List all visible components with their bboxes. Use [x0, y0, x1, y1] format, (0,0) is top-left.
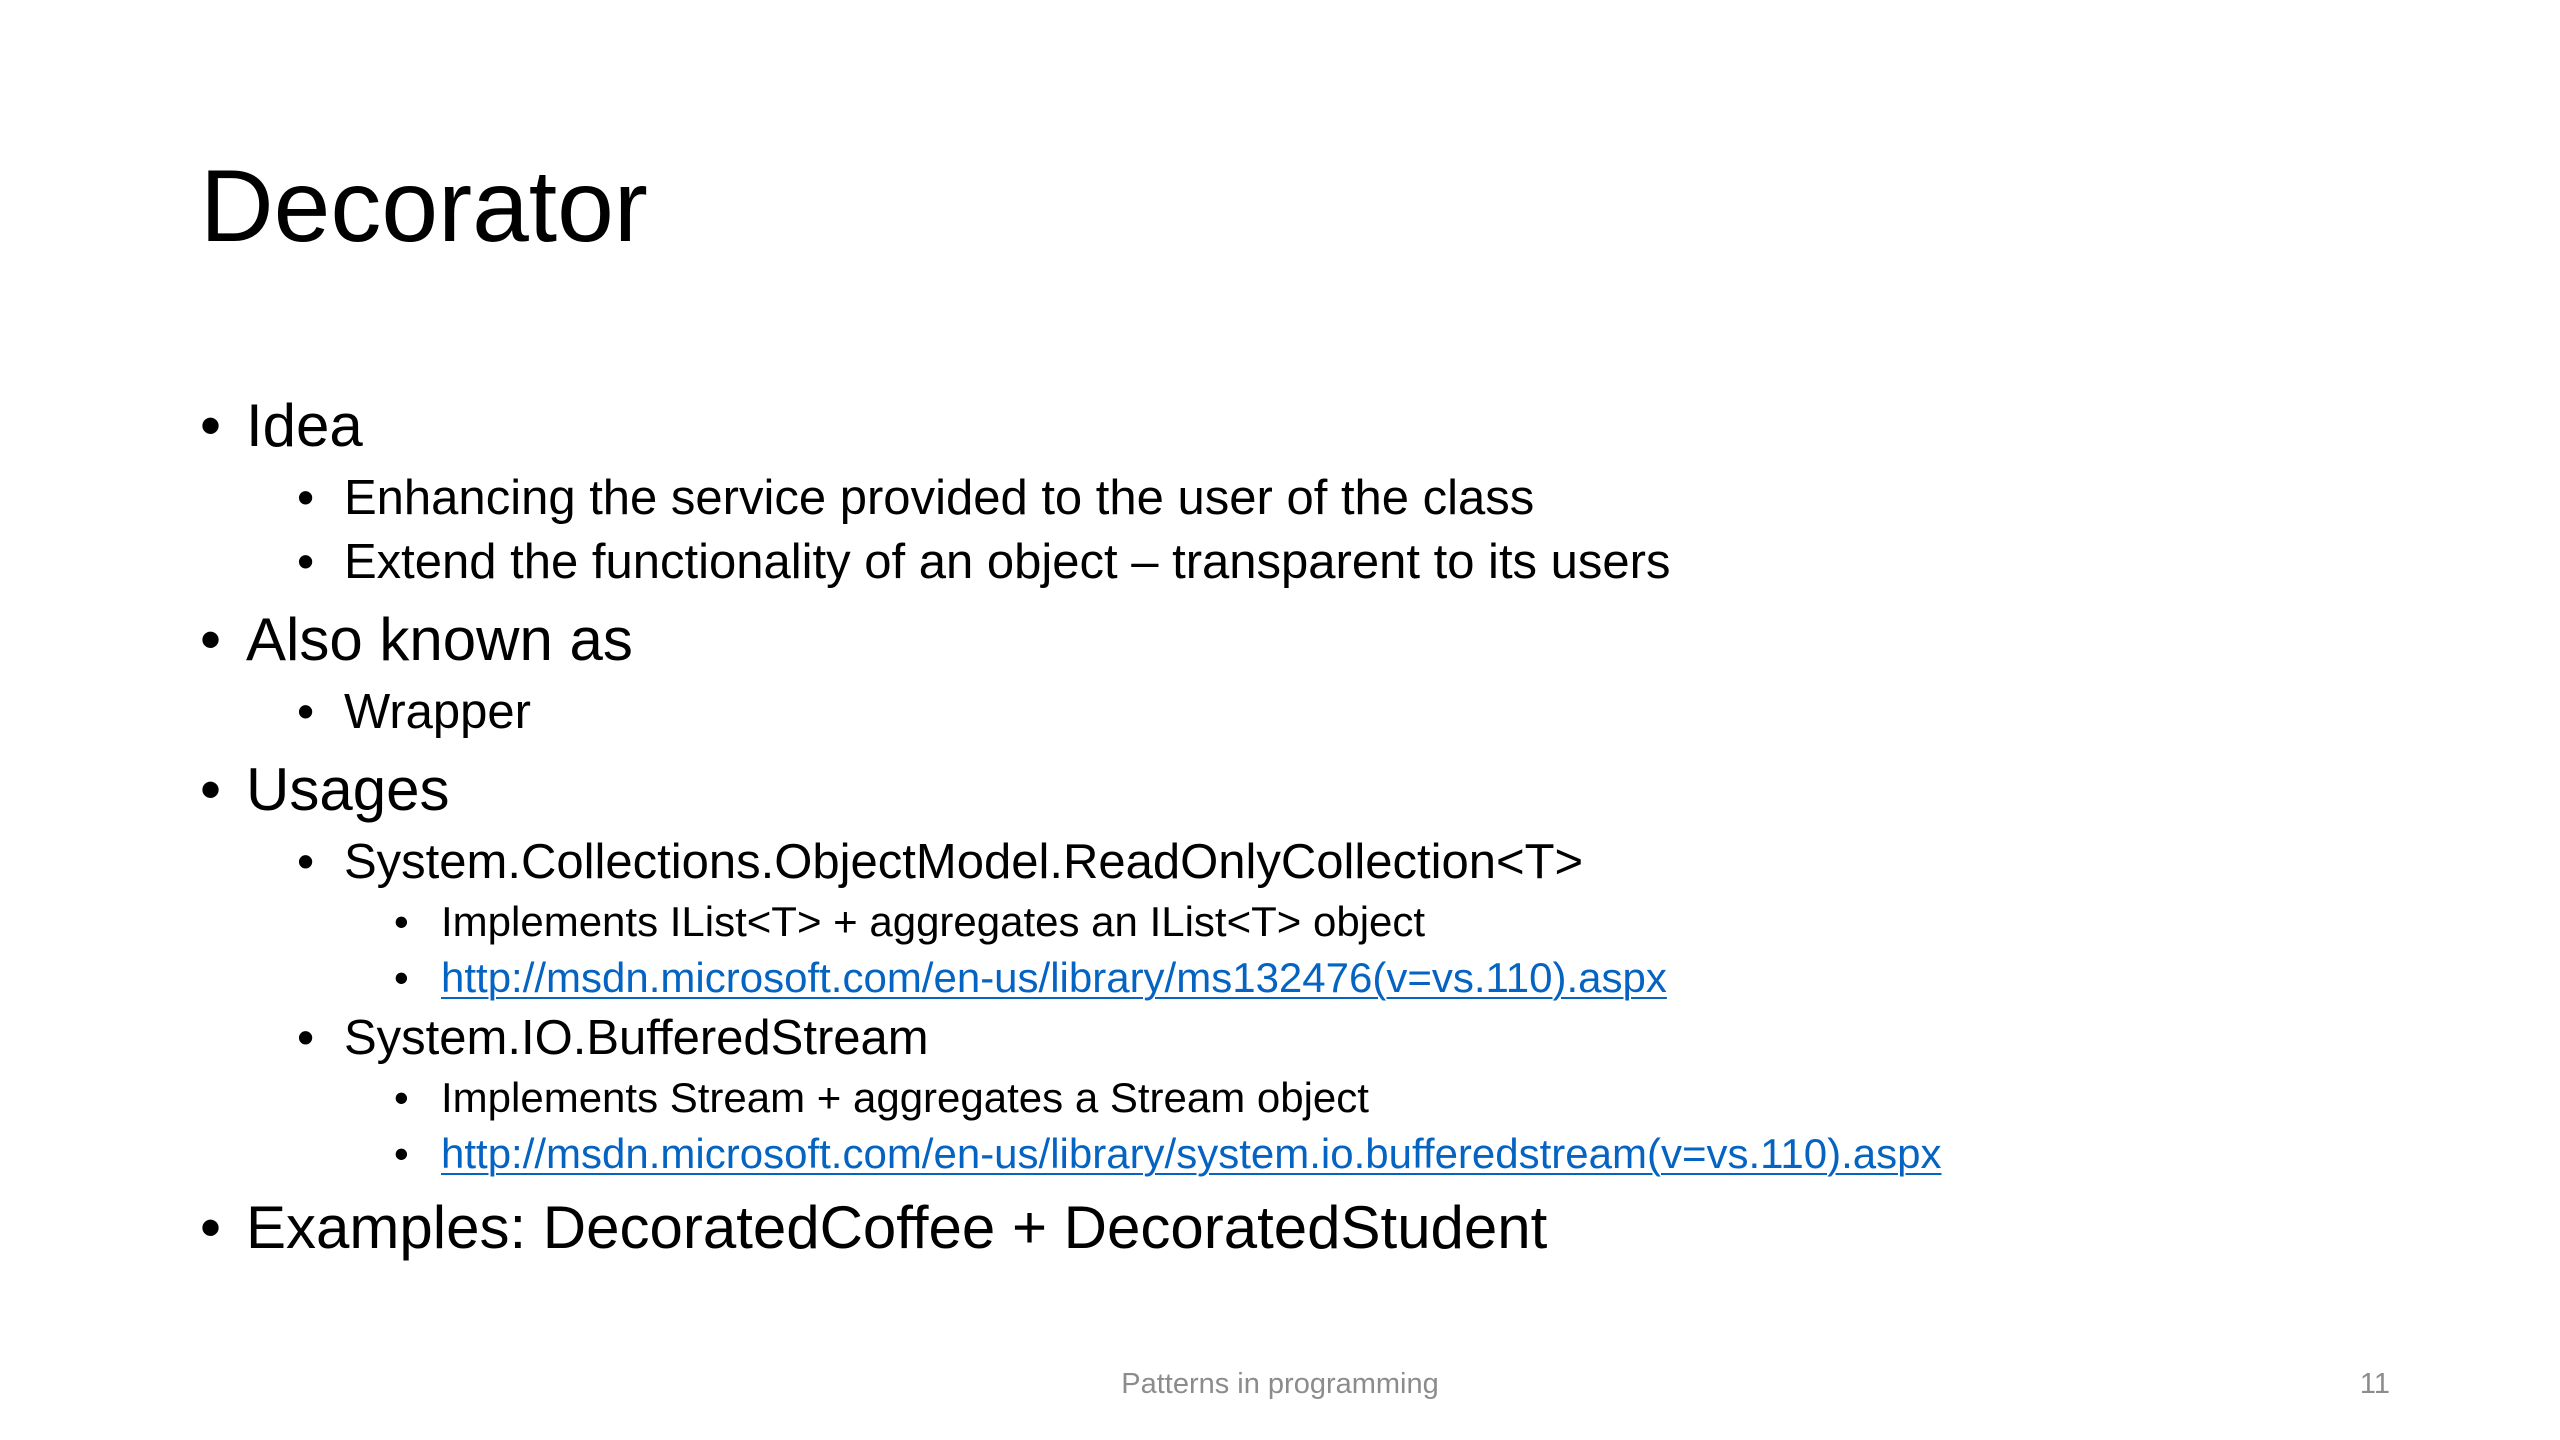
- usage-detail-text: Implements IList<T> + aggregates an IList<T> object: [441, 898, 1426, 945]
- usage-item: [297, 830, 2400, 894]
- bullet-also-known-as: [200, 600, 2400, 680]
- slide-body: [200, 380, 2400, 1268]
- bullet-idea: [200, 386, 2400, 466]
- bullet-usages: [200, 750, 2400, 830]
- usage-name: System.Collections.ObjectModel.ReadOnlyCollection<T>: [344, 835, 1584, 889]
- sub-bullet-text: Enhancing the service provided to the user of the class: [344, 471, 1535, 525]
- bullet-also-known-as-label: Also known as: [246, 606, 633, 673]
- bullet-usages-label: Usages: [246, 756, 450, 823]
- bullet-dot: •: [394, 1130, 409, 1177]
- sub-bullet-text: Extend the functionality of an object – transparent to its users: [344, 535, 1671, 589]
- bullet-dot: •: [297, 1011, 315, 1065]
- usage-link-item: [394, 1126, 2400, 1182]
- bullet-idea-label: Idea: [246, 392, 363, 459]
- sub-bullet-text: Wrapper: [344, 685, 532, 739]
- sub-bullet: [297, 530, 2400, 594]
- bullet-dot: •: [394, 1074, 409, 1121]
- bullet-dot: •: [297, 685, 315, 739]
- msdn-link-readonlycollection[interactable]: http://msdn.microsoft.com/en-us/library/ms132476(v=vs.110).aspx: [441, 954, 1667, 1001]
- slide-page-number: 11: [2359, 1368, 2390, 1400]
- usage-detail: [394, 1070, 2400, 1126]
- bullet-dot: •: [297, 535, 315, 589]
- slide-title: Decorator: [200, 149, 648, 263]
- bullet-dot: •: [394, 954, 409, 1001]
- bullet-dot: •: [297, 835, 315, 889]
- sub-bullet: [297, 680, 2400, 744]
- bullet-dot: •: [200, 392, 222, 459]
- usage-detail: [394, 894, 2400, 950]
- slide-footer: Patterns in programming: [1121, 1368, 1439, 1400]
- msdn-link-bufferedstream[interactable]: http://msdn.microsoft.com/en-us/library/system.io.bufferedstream(v=vs.110).aspx: [441, 1130, 1942, 1177]
- usage-link-item: [394, 950, 2400, 1006]
- bullet-dot: •: [200, 1194, 222, 1261]
- usage-detail-text: Implements Stream + aggregates a Stream object: [441, 1074, 1369, 1121]
- sub-bullet: [297, 466, 2400, 530]
- bullet-dot: •: [200, 756, 222, 823]
- bullet-examples: [200, 1188, 2400, 1268]
- bullet-dot: •: [297, 471, 315, 525]
- usage-item: [297, 1006, 2400, 1070]
- usage-name: System.IO.BufferedStream: [344, 1011, 929, 1065]
- bullet-dot: •: [200, 606, 222, 673]
- bullet-dot: •: [394, 898, 409, 945]
- bullet-examples-text: Examples: DecoratedCoffee + DecoratedStudent: [246, 1194, 1548, 1261]
